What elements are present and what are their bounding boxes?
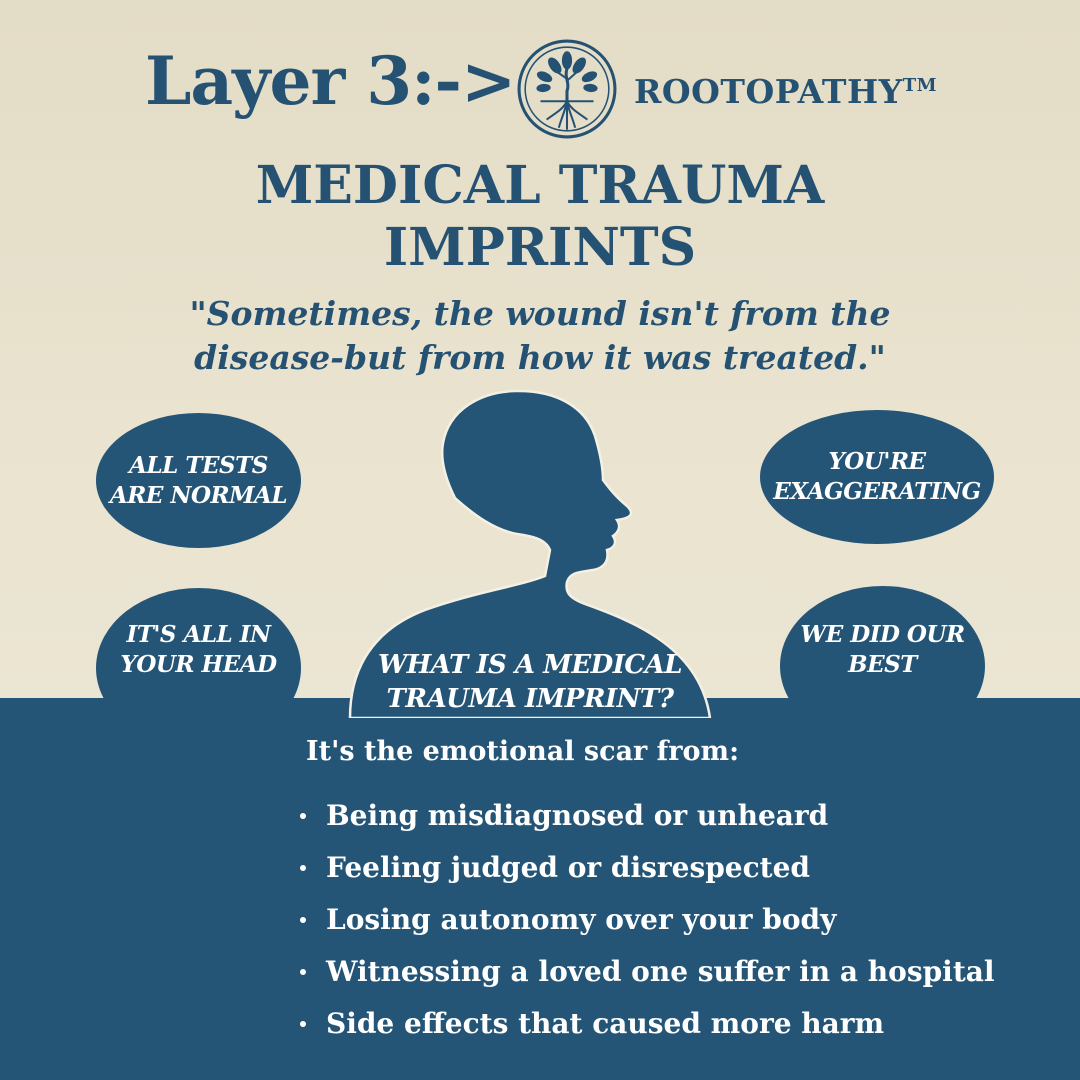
bubble-we-did-our-best-text: WE DID OUR BEST xyxy=(800,621,965,678)
bubble-we-did-our-best xyxy=(780,586,985,746)
bullet-dot-icon xyxy=(300,865,306,871)
list-item xyxy=(300,842,995,894)
quote-line-2: disease-but from how it was treated." xyxy=(194,338,886,377)
brand-name xyxy=(634,72,937,111)
bullet-dot-icon xyxy=(300,969,306,975)
bullet-list xyxy=(300,790,995,1050)
bubble-all-in-your-head-text: IT'S ALL IN YOUR HEAD xyxy=(120,621,277,678)
brand-text: ROOTOPATHY xyxy=(634,72,903,111)
tree-of-life-icon xyxy=(516,38,618,140)
list-item xyxy=(300,790,995,842)
header xyxy=(0,40,1080,140)
list-item xyxy=(300,998,995,1050)
bullet-dot-icon xyxy=(300,1021,306,1027)
layer-label: Layer 3:-> xyxy=(145,42,516,120)
list-item-text: Side effects that caused more harm xyxy=(326,1007,885,1040)
list-item xyxy=(300,894,995,946)
page-title xyxy=(140,155,940,279)
list-item-text: Losing autonomy over your body xyxy=(326,903,837,936)
bubble-youre-exaggerating: YOU'RE EXAGGERATING xyxy=(760,410,994,544)
quote-line-1: "Sometimes, the wound isn't from the xyxy=(189,294,891,333)
bubble-all-tests-normal: ALL TESTS ARE NORMAL xyxy=(96,413,301,548)
bullet-dot-icon xyxy=(300,813,306,819)
list-item-text: Feeling judged or disrespected xyxy=(326,851,810,884)
list-item xyxy=(300,946,995,998)
title-line-2: IMPRINTS xyxy=(383,217,697,278)
bubble-all-in-your-head xyxy=(96,588,301,748)
title-line-1: MEDICAL TRAUMA xyxy=(255,155,825,216)
quote xyxy=(130,292,950,380)
center-question: WHAT IS A MEDICAL TRAUMA IMPRINT? xyxy=(377,650,683,714)
bullet-dot-icon xyxy=(300,917,306,923)
trademark-mark: TM xyxy=(902,75,938,96)
list-item-text: Being misdiagnosed or unheard xyxy=(326,799,829,832)
intro-text: It's the emotional scar from: xyxy=(306,736,740,767)
list-item-text: Witnessing a loved one suffer in a hospital xyxy=(326,955,995,988)
